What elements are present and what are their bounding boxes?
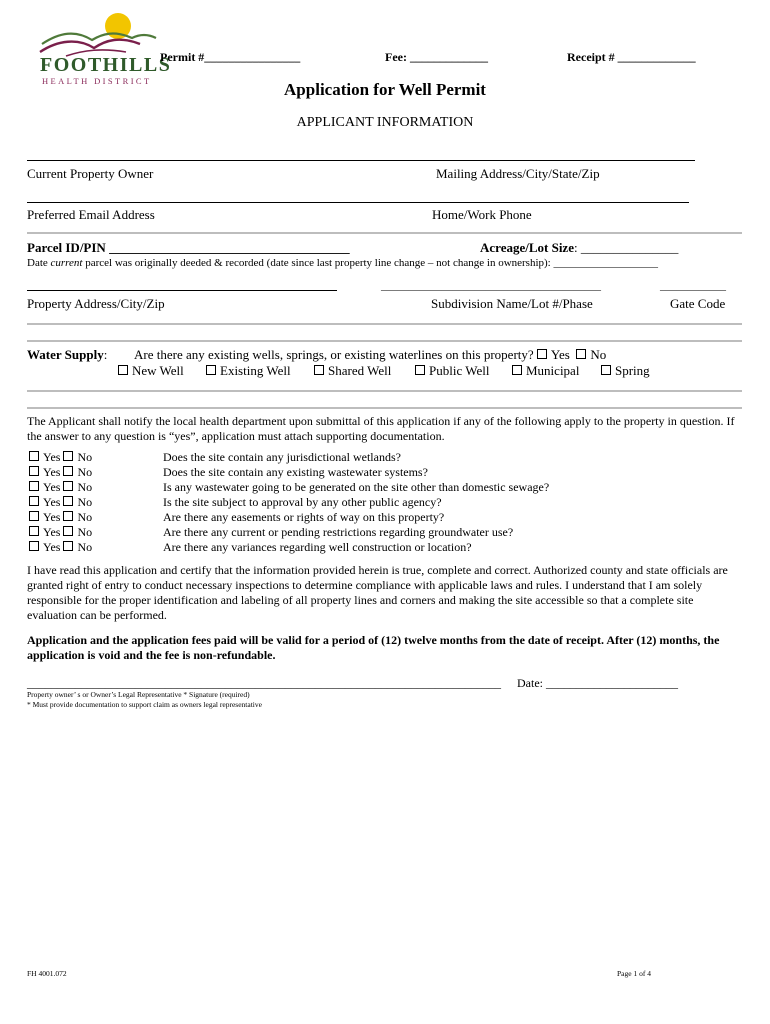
water-supply-title: Water Supply [27,347,104,362]
parcel-id-field[interactable]: Parcel ID/PIN _____________________________________ [27,240,350,255]
date-deeded-emphasis: current [50,257,83,269]
acreage-field[interactable] [480,240,678,256]
spring-checkbox[interactable] [601,365,611,375]
water-yes-label: Yes [550,347,570,362]
question-row [29,510,92,525]
question-row [29,450,92,465]
date-deeded-text-2: parcel was originally deeded & recorded (date since last property line change – not change in ownership): ___________________ [82,257,658,269]
logo-subtitle: HEALTH DISTRICT [42,76,152,86]
subdivision-line[interactable]: ________________________________________ [381,280,601,292]
no-label: No [77,465,93,479]
mailing-address-label: Mailing Address/City/State/Zip [436,166,600,181]
yes-checkbox[interactable] [29,541,39,551]
yes-checkbox[interactable] [29,481,39,491]
yes-checkbox[interactable] [29,511,39,521]
divider [27,232,742,234]
no-checkbox[interactable] [63,481,73,491]
no-label: No [77,540,93,554]
municipal-checkbox[interactable] [512,365,522,375]
owner-input-line[interactable] [27,160,695,161]
divider [27,340,742,342]
no-label: No [77,450,93,464]
water-supply-label [27,347,107,363]
yes-label: Yes [43,540,61,554]
date-deeded-text-1: Date [27,257,51,269]
yes-label: Yes [43,450,61,464]
form-id: FH 4001.072 [27,969,67,978]
water-option[interactable] [118,363,184,379]
shared-well-checkbox[interactable] [314,365,324,375]
page-number: Page 1 of 4 [617,969,651,978]
water-no-label: No [590,347,607,362]
municipal-label: Municipal [526,363,580,378]
no-label: No [77,525,93,539]
water-yes-checkbox[interactable] [537,349,547,359]
signature-date-field[interactable]: Date: ______________________ [517,676,678,690]
new-well-label: New Well [132,363,184,378]
question-row [29,525,92,540]
subdivision-label: Subdivision Name/Lot #/Phase [431,296,593,311]
no-checkbox[interactable] [63,511,73,521]
yes-label: Yes [43,525,61,539]
divider [27,407,742,409]
no-checkbox[interactable] [63,526,73,536]
property-address-input-line[interactable] [27,290,337,291]
question-row [29,465,92,480]
water-option[interactable] [206,363,291,379]
no-checkbox[interactable] [63,541,73,551]
question-text: Are there any current or pending restrictions regarding groundwater use? [163,525,514,539]
phone-label: Home/Work Phone [432,207,532,222]
signature-caption: Property owner’ s or Owner’s Legal Representative * Signature (required) [27,690,250,699]
signature-line[interactable]: _______________________________________________________________________________ [27,676,501,690]
question-row [29,480,92,495]
water-supply-colon: : [103,347,108,362]
question-row [29,540,92,555]
divider [27,390,742,392]
question-text: Is the site subject to approval by any other public agency? [163,495,442,509]
page-title: Application for Well Permit [284,80,486,99]
yes-label: Yes [43,465,61,479]
existing-well-checkbox[interactable] [206,365,216,375]
water-no-checkbox[interactable] [576,349,586,359]
date-deeded-field[interactable] [27,257,658,269]
validity-notice: Application and the application fees paid will be valid for a period of (12) twelve months from the date of receipt. After (12) months, the application is void and the fee is non-refundable. [27,633,720,662]
public-well-label: Public Well [429,363,490,378]
acreage-line: : _______________ [573,240,679,255]
no-label: No [77,510,93,524]
owner-label: Current Property Owner [27,166,154,181]
no-checkbox[interactable] [63,496,73,506]
yes-label: Yes [43,480,61,494]
gate-code-label: Gate Code [670,296,726,311]
fee-field[interactable]: Fee: _____________ [385,50,488,64]
gate-code-line[interactable]: ____________ [660,280,726,292]
water-option[interactable] [415,363,489,379]
no-checkbox[interactable] [63,466,73,476]
receipt-number-field[interactable]: Receipt # _____________ [567,50,696,64]
public-well-checkbox[interactable] [415,365,425,375]
permit-number-field[interactable]: Permit #________________ [160,50,301,64]
divider [27,323,742,325]
shared-well-label: Shared Well [328,363,392,378]
water-option[interactable] [601,363,650,379]
water-option[interactable] [314,363,391,379]
existing-well-label: Existing Well [220,363,291,378]
water-option[interactable] [512,363,579,379]
no-checkbox[interactable] [63,451,73,461]
acreage-label: Acreage/Lot Size [480,240,574,255]
question-text: Are there any variances regarding well construction or location? [163,540,472,554]
yes-checkbox[interactable] [29,526,39,536]
property-address-label: Property Address/City/Zip [27,296,165,311]
no-label: No [77,480,93,494]
question-text: Does the site contain any jurisdictional wetlands? [163,450,401,464]
yes-label: Yes [43,510,61,524]
yes-checkbox[interactable] [29,451,39,461]
question-text: Does the site contain any existing wastewater systems? [163,465,428,479]
logo-name: FOOTHILLS [40,54,172,76]
new-well-checkbox[interactable] [118,365,128,375]
email-label: Preferred Email Address [27,207,155,222]
signature-note: * Must provide documentation to support claim as owners legal representative [27,700,262,709]
district-logo [36,10,172,86]
question-text: Are there any easements or rights of way on this property? [163,510,445,524]
question-row [29,495,92,510]
section-title: APPLICANT INFORMATION [296,115,474,130]
no-label: No [77,495,93,509]
email-input-line[interactable] [27,202,689,203]
yes-checkbox[interactable] [29,466,39,476]
yes-label: Yes [43,495,61,509]
water-supply-question [134,347,606,363]
spring-label: Spring [615,363,650,378]
notice-paragraph: The Applicant shall notify the local health department upon submittal of this application if any of the following apply to the property in question. If the answer to any question is “yes”, application must attach supporting documentation. [27,414,735,443]
yes-checkbox[interactable] [29,496,39,506]
question-text: Is any wastewater going to be generated on the site other than domestic sewage? [163,480,550,494]
water-question-text: Are there any existing wells, springs, or existing waterlines on this property? [134,347,534,362]
certification-paragraph: I have read this application and certify that the information provided herein is true, complete and correct. Authorized county and state officials are granted right of entry to conduct necessary inspections to determine compliance with applicable laws and rules. I understand that I am solely responsible for the proper identification and labeling of all property lines and corners and making the site accessible so that a complete site evaluation can be performed. [27,563,728,622]
